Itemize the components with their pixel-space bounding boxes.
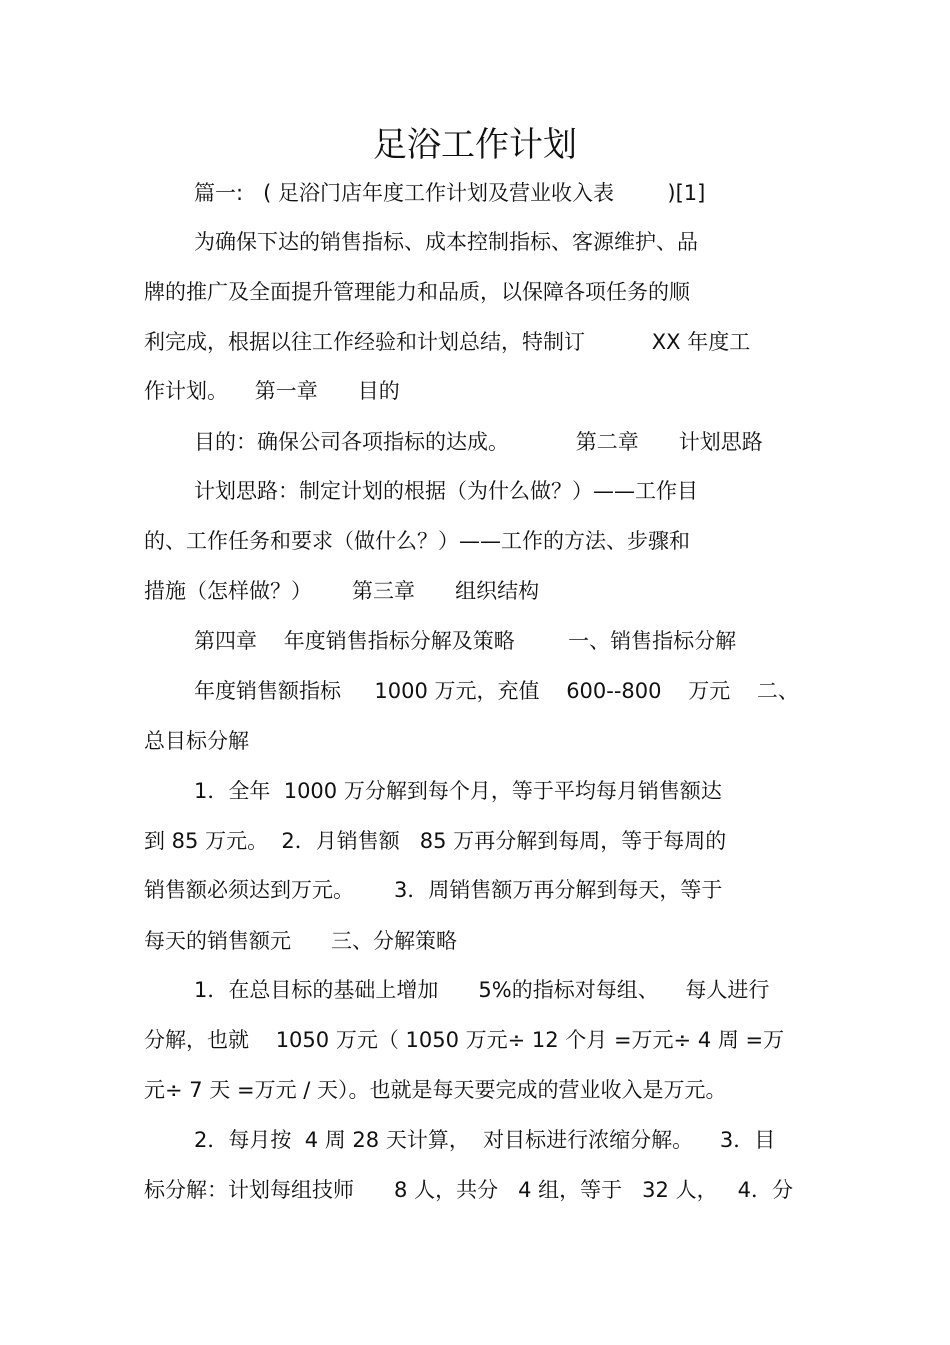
paragraph-line: 措施（怎样做？） 第三章 组织结构 bbox=[144, 579, 540, 603]
paragraph-line: 篇一: ( 足浴门店年度工作计划及营业收入表 )[1] bbox=[194, 181, 706, 205]
paragraph-line: 元÷ 7 天 =万元 / 天）。也就是每天要完成的营业收入是万元。 bbox=[144, 1078, 727, 1102]
paragraph-line: 目的：确保公司各项指标的达成。 第二章 计划思路 bbox=[194, 430, 763, 454]
paragraph-line: 2．每月按 4 周 28 天计算， 对目标进行浓缩分解。 3．目 bbox=[194, 1128, 776, 1152]
document-title: 足浴工作计划 bbox=[373, 125, 577, 165]
paragraph-line: 标分解：计划每组技师 8 人，共分 4 组，等于 32 人， 4．分 bbox=[144, 1178, 793, 1202]
paragraph-line: 销售额必须达到万元。 3．周销售额万再分解到每天，等于 bbox=[144, 878, 723, 902]
paragraph-line: 的、工作任务和要求（做什么？）——工作的方法、步骤和 bbox=[144, 529, 690, 553]
paragraph-line: 年度销售额指标 1000 万元，充值 600--800 万元 二、 bbox=[194, 679, 799, 703]
paragraph-line: 利完成，根据以往工作经验和计划总结，特制订 XX 年度工 bbox=[144, 330, 751, 354]
paragraph-line: 总目标分解 bbox=[144, 729, 249, 753]
paragraph-line: 1．全年 1000 万分解到每个月，等于平均每月销售额达 bbox=[194, 779, 722, 803]
paragraph-line: 第四章 年度销售指标分解及策略 一、销售指标分解 bbox=[194, 629, 737, 653]
paragraph-line: 分解，也就 1050 万元（ 1050 万元÷ 12 个月 =万元÷ 4 周 =万 bbox=[144, 1028, 785, 1052]
paragraph-line: 每天的销售额元 三、分解策略 bbox=[144, 929, 458, 953]
paragraph-line: 为确保下达的销售指标、成本控制指标、客源维护、品 bbox=[194, 230, 698, 254]
paragraph-line: 牌的推广及全面提升管理能力和品质，以保障各项任务的顺 bbox=[144, 280, 690, 304]
paragraph-line: 计划思路：制定计划的根据（为什么做？）——工作目 bbox=[194, 479, 698, 503]
paragraph-line: 作计划。 第一章 目的 bbox=[144, 379, 400, 403]
paragraph-line: 到 85 万元。 2．月销售额 85 万再分解到每周，等于每周的 bbox=[144, 829, 727, 853]
paragraph-line: 1．在总目标的基础上增加 5%的指标对每组、 每人进行 bbox=[194, 978, 770, 1002]
